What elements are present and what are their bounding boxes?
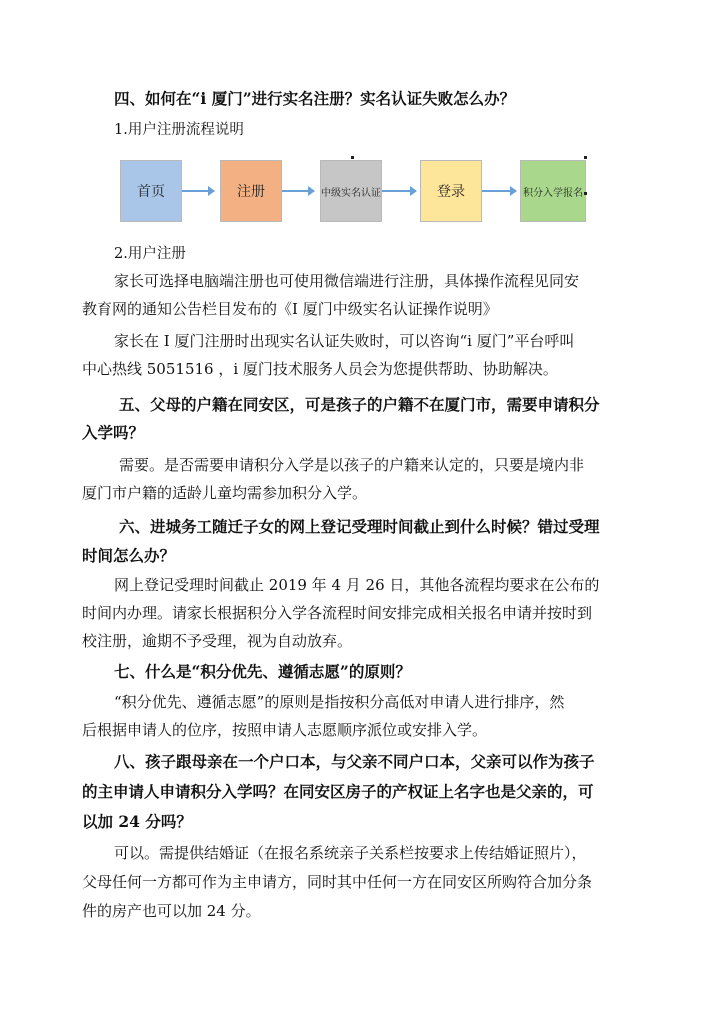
q5-answer-line-2: 厦门市户籍的适龄儿童均需参加积分入学。 bbox=[82, 484, 368, 502]
q4-paragraph-2-line-2: 中心热线 5051516 ，i 厦门技术服务人员会为您提供帮助、协助解决。 bbox=[82, 360, 558, 378]
flow-arrow bbox=[282, 190, 314, 192]
registration-flowchart bbox=[120, 160, 590, 226]
flow-step-apply: 积分入学报名 bbox=[520, 160, 586, 222]
flow-step-verification: 中级实名认证 bbox=[320, 160, 382, 222]
flow-mark bbox=[584, 192, 587, 195]
q5-heading-line-1: 五、父母的户籍在同安区，可是孩子的户籍不在厦门市，需要申请积分 bbox=[119, 395, 600, 414]
flow-step-register: 注册 bbox=[220, 160, 282, 222]
flow-arrow bbox=[382, 190, 416, 192]
flow-arrow bbox=[182, 190, 214, 192]
flow-arrow bbox=[482, 190, 516, 192]
q4-subheading-1: 1.用户注册流程说明 bbox=[114, 122, 244, 138]
q8-heading-line-1: 八、孩子跟母亲在一个户口本，与父亲不同户口本，父亲可以作为孩子 bbox=[114, 752, 595, 771]
q4-heading: 四、如何在“i 厦门”进行实名注册？实名认证失败怎么办？ bbox=[114, 89, 516, 108]
flow-step-login: 登录 bbox=[420, 160, 482, 222]
q4-paragraph-1-line-1: 家长可选择电脑端注册也可使用微信端进行注册，具体操作流程见同安 bbox=[114, 272, 580, 290]
flow-step-home: 首页 bbox=[120, 160, 182, 222]
q7-heading: 七、什么是“积分优先、遵循志愿”的原则？ bbox=[114, 662, 411, 681]
q6-heading-line-1: 六、进城务工随迁子女的网上登记受理时间截止到什么时候？错过受理 bbox=[119, 517, 600, 536]
q8-answer-line-2: 父母任何一方都可作为主申请方，同时其中任何一方在同安区所购符合加分条 bbox=[82, 873, 593, 891]
q7-answer-line-1: “积分优先、遵循志愿”的原则是指按积分高低对申请人进行排序，然 bbox=[114, 693, 565, 711]
q6-answer-line-3: 校注册，逾期不予受理，视为自动放弃。 bbox=[82, 632, 353, 650]
q6-answer-line-2: 时间内办理。请家长根据积分入学各流程时间安排完成相关报名申请并按时到 bbox=[82, 604, 593, 622]
q6-heading-line-2: 时间怎么办？ bbox=[82, 546, 176, 565]
q4-paragraph-2-line-1: 家长在 I 厦门注册时出现实名认证失败时，可以咨询“i 厦门”平台呼叫 bbox=[114, 332, 575, 350]
q8-heading-line-2: 的主申请人申请积分入学吗？在同安区房子的产权证上名字也是父亲的，可 bbox=[82, 782, 594, 801]
q7-answer-line-2: 后根据申请人的位序，按照申请人志愿顺序派位或安排入学。 bbox=[82, 721, 488, 739]
q6-answer-line-1: 网上登记受理时间截止 2019 年 4 月 26 日，其他各流程均要求在公布的 bbox=[114, 576, 600, 594]
q8-answer-line-3: 件的房产也可以加 24 分。 bbox=[82, 902, 261, 920]
q8-heading-line-3: 以加 24 分吗？ bbox=[82, 812, 192, 831]
flow-mark bbox=[584, 156, 587, 159]
q4-subheading-2: 2.用户注册 bbox=[114, 246, 186, 262]
flow-mark bbox=[351, 156, 354, 159]
q8-answer-line-1: 可以。需提供结婚证（在报名系统亲子关系栏按要求上传结婚证照片）， bbox=[114, 844, 587, 862]
q4-paragraph-1-line-2: 教育网的通知公告栏目发布的《I 厦门中级实名认证操作说明》 bbox=[82, 300, 498, 318]
q5-answer-line-1: 需要。是否需要申请积分入学是以孩子的户籍来认定的，只要是境内非 bbox=[119, 456, 585, 474]
q5-heading-line-2: 入学吗？ bbox=[82, 423, 145, 442]
